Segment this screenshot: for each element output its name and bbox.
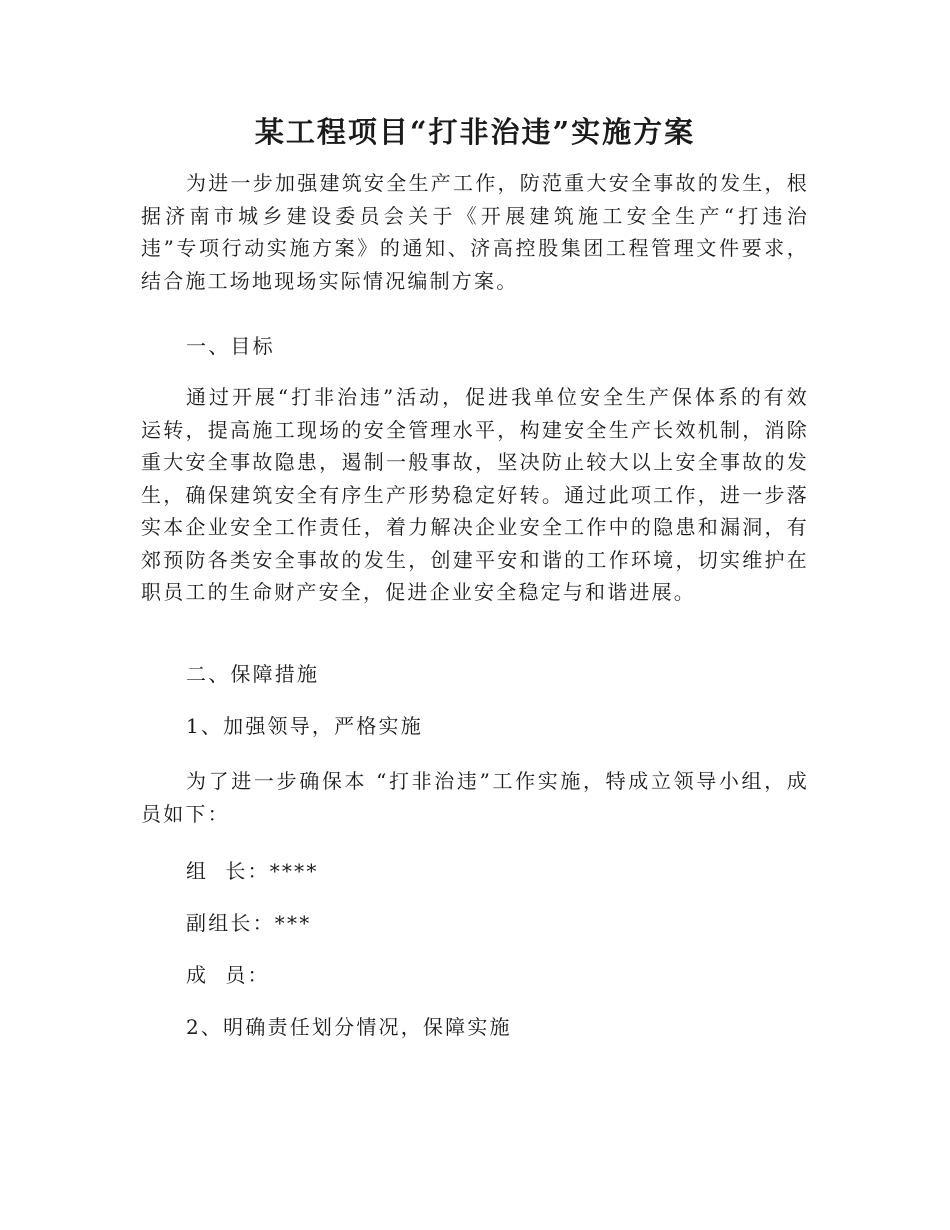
team-members-line: 成 员： <box>186 963 270 987</box>
team-leader-line: 组 长：**** <box>186 859 319 883</box>
subsection-leadership-paragraph: 为了进一步确保本 “打非治违”工作实施，特成立领导小组，成员如下： <box>141 769 809 826</box>
section-goal-paragraph: 通过开展“打非治违”活动，促进我单位安全生产保体系的有效运转，提高施工现场的安全管理水平，构建安全生产长效机制，消除重大安全事故隐患，遏制一般事故，坚决防止较大以上安全事故的发生，确保建筑安全有序生产形势稳定好转。通过此项工作，进一步落实本企业安全工作责任，着力解决企业安全工作中的隐患和漏洞，有郊预防各类安全事故的发生，创建平安和谐的工作环境，切实维护在职员工的生命财产安全，促进企业安全稳定与和谐进展。 <box>141 385 809 604</box>
subsection-leadership-heading: 1、加强领导，严格实施 <box>186 714 423 738</box>
subsection-responsibility-heading: 2、明确责任划分情况，保障实施 <box>186 1015 512 1039</box>
document-title: 某工程项目“打非治违”实施方案 <box>254 115 696 149</box>
section-goal-heading: 一、目标 <box>186 334 275 358</box>
team-deputy-line: 副组长：*** <box>186 911 312 935</box>
intro-paragraph: 为进一步加强建筑安全生产工作，防范重大安全事故的发生，根据济南市城乡建设委员会关于《开展建筑施工安全生产“打违治违”专项行动实施方案》的通知、济高控股集团工程管理文件要求，结合施工场地现场实际情况编制方案。 <box>141 171 809 293</box>
section-measures-heading: 二、保障措施 <box>186 662 320 686</box>
